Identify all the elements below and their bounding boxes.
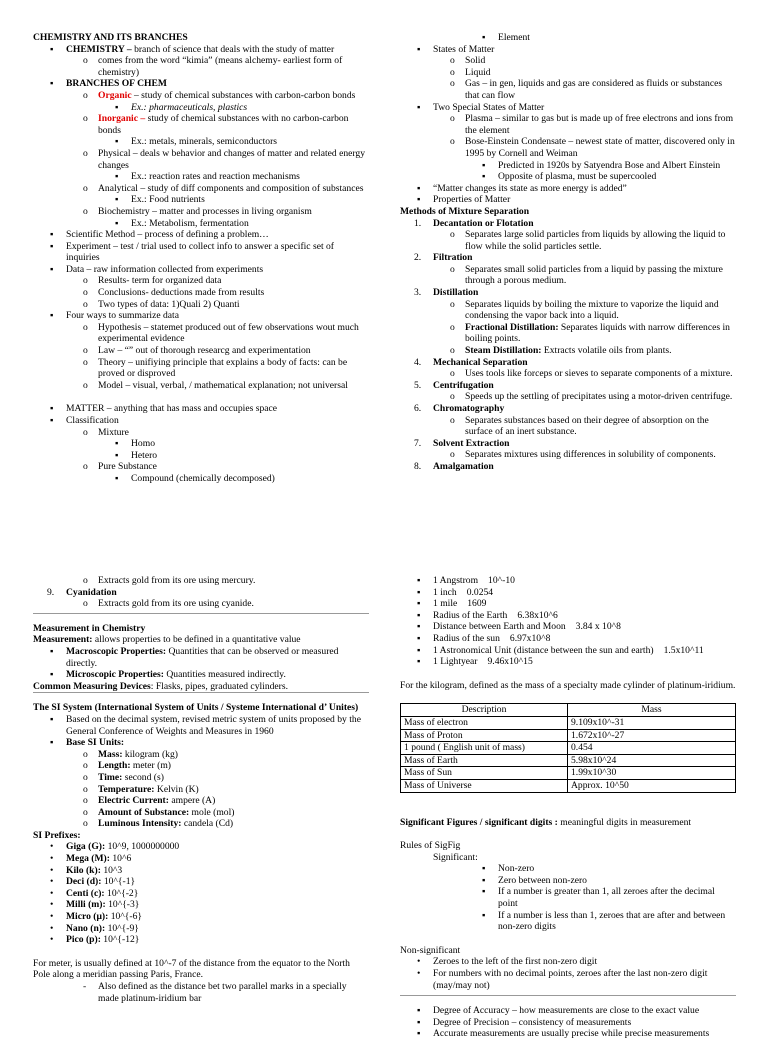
list-item: [33, 772, 369, 784]
length-value: 1.5x10^11: [663, 644, 704, 656]
prefix-list: [33, 841, 369, 945]
item-number: 8.: [414, 460, 422, 472]
list-item: [33, 795, 369, 807]
paragraph: For meter, is usually defined at 10^-7 of the distance from the equator to the North Pole along a meridian passing Paris, France.: [33, 957, 350, 981]
definition: Kelvin (K): [154, 783, 199, 795]
term: Decantation or Flotation: [433, 217, 534, 229]
list-item: o Separates liquids by boiling the mixture to vaporize the liquid and condensing the vapor back into a liquid.: [400, 299, 736, 322]
divider: [33, 613, 369, 614]
base-units-list: [33, 749, 369, 830]
term: Base SI Units:: [66, 737, 125, 749]
list-item: [400, 438, 736, 450]
definition: candela (Cd): [181, 818, 234, 830]
definition: second (s): [122, 771, 164, 783]
table-cell: Approx. 10^50: [568, 779, 736, 792]
section-title: CHEMISTRY AND ITS BRANCHES: [33, 32, 188, 43]
list-item: o Solid: [400, 55, 736, 67]
list-item: [400, 461, 736, 473]
list-item: o Hypothesis – statemet produced out of few observations wout much experimental evidence: [33, 322, 369, 345]
table-cell: 1.672x10^-27: [568, 729, 736, 742]
section-title: Measurement in Chemistry: [33, 622, 146, 634]
item-number: 2.: [414, 252, 422, 264]
list-item: ▪ Degree of Accuracy – how measurements are close to the exact value: [400, 1005, 736, 1017]
length-label: Radius of the Earth: [433, 609, 508, 621]
term: Solvent Extraction: [433, 437, 510, 449]
list-item: ▪ Based on the decimal system, revised metric system of units proposed by the General Conference of Weights and Measures in 1960: [33, 714, 369, 737]
list-item: ▪ Data – raw information collected from experiments: [33, 264, 369, 276]
definition: – study of chemical substances with carbon-carbon bonds: [131, 89, 356, 101]
length-label: Radius of the sun: [433, 632, 500, 644]
list-item: o Separates mixtures using differences in solubility of components.: [400, 449, 736, 461]
term: Inorganic –: [98, 113, 146, 125]
list-item: [33, 934, 369, 946]
table-cell: Mass of Proton: [401, 729, 568, 742]
list-item: • For numbers with no decimal points, zeroes after the last non-zero digit (may/may not): [400, 968, 736, 991]
list-item: [400, 322, 736, 345]
list-item: [400, 633, 736, 645]
table-row: [401, 742, 736, 755]
list-item: [33, 899, 369, 911]
term: Length:: [98, 760, 131, 772]
list-item: o Gas – in gen, liquids and gas are considered as fluids or substances that can flow: [400, 78, 736, 101]
table-cell: Mass of electron: [401, 716, 568, 729]
list-item: [33, 853, 369, 865]
list-item: ▪ Properties of Matter: [400, 194, 736, 206]
list-item: [400, 403, 736, 415]
list-item: o Pure Substance: [33, 461, 369, 473]
definition: 10^{-9}: [105, 922, 139, 934]
paragraph: Non-significant: [400, 944, 461, 956]
list-item: o Two types of data: 1)Quali 2) Quanti: [33, 299, 369, 311]
list-item: [33, 113, 369, 136]
table-row: [401, 716, 736, 729]
term: Filtration: [433, 252, 473, 264]
table-row: [401, 767, 736, 780]
page2-right-column: [400, 575, 736, 1040]
list-item: o Results- term for organized data: [33, 275, 369, 287]
list-item: [400, 252, 736, 264]
definition: 10^6: [109, 853, 132, 865]
list-item: [33, 818, 369, 830]
term: Cyanidation: [66, 586, 117, 598]
table-row: [401, 754, 736, 767]
list-item: [33, 90, 369, 102]
definition: Quantities that can be observed or measured directly.: [66, 645, 339, 669]
term: Centi (c):: [66, 887, 105, 899]
term: Chromatography: [433, 403, 505, 414]
list-item: o Separates small solid particles from a liquid by passing the mixture through a porous medium.: [400, 264, 736, 287]
list-item: ▪ Predicted in 1920s by Satyendra Bose and Albert Einstein: [400, 160, 736, 172]
term: Steam Distillation:: [465, 345, 542, 357]
length-value: 6.38x10^6: [517, 609, 558, 621]
list-item: o Conclusions- deductions made from results: [33, 287, 369, 299]
table-cell: 1.99x10^30: [568, 767, 736, 780]
list-item: ▪ Ex.: Metabolism, fermentation: [33, 218, 369, 230]
list-item: [33, 587, 369, 599]
table-header: Mass: [568, 704, 736, 717]
list-item: [33, 737, 369, 749]
page1-right-column: [400, 32, 736, 473]
definition: 10^{-3}: [105, 899, 140, 911]
table-row: [401, 779, 736, 792]
length-value: 10^-10: [488, 575, 515, 586]
list-item: [400, 621, 736, 633]
section-title: Methods of Mixture Separation: [400, 205, 530, 217]
length-label: 1 mile: [433, 598, 458, 610]
table-cell: 5.98x10^24: [568, 754, 736, 767]
list-item: [400, 610, 736, 622]
term: Temperature:: [98, 783, 155, 795]
list-item: o comes from the word “kimia” (means alchemy- earliest form of chemistry): [33, 55, 369, 78]
definition: Separates liquids with narrow differences in boiling points.: [465, 321, 730, 345]
table-cell: 9.109x10^-31: [568, 716, 736, 729]
list-item: o Mixture: [33, 427, 369, 439]
list-item: o Theory – unifiying principle that explains a body of facts: can be proved or disproved: [33, 357, 369, 380]
item-number: 1.: [414, 217, 422, 229]
table-header: Description: [401, 704, 568, 717]
list-item: ▪ States of Matter: [400, 44, 736, 56]
list-item: o Plasma – similar to gas but is made up of free electrons and ions from the element: [400, 113, 736, 136]
list-item: [33, 749, 369, 761]
item-number: 4.: [414, 356, 422, 368]
list-item: ▪ Four ways to summarize data: [33, 310, 369, 322]
list-item: ▪ Scientific Method – process of defining a problem…: [33, 229, 369, 241]
term: BRANCHES OF CHEM: [66, 78, 167, 90]
item-number: 5.: [414, 379, 422, 391]
term: Amalgamation: [433, 460, 494, 472]
length-value: 9.46x10^15: [487, 656, 533, 668]
list-item: ▪ Opposite of plasma, must be supercooled: [400, 171, 736, 183]
list-item: [400, 575, 736, 587]
list-item: [33, 923, 369, 935]
list-item: - Also defined as the distance bet two parallel marks in a specially made platinum-iridium bar: [33, 981, 369, 1004]
list-item: [33, 888, 369, 900]
list-item: o Uses tools like forceps or sieves to separate components of a mixture.: [400, 368, 736, 380]
list-item: o Extracts gold from its ore using mercury.: [33, 575, 369, 587]
term: Luminous Intensity:: [98, 818, 182, 830]
list-item: [33, 876, 369, 888]
example: Ex.: pharmaceuticals, plastics: [131, 101, 248, 113]
list-item: [400, 380, 736, 392]
list-item: o Law – “” out of thorough researcg and experimentation: [33, 345, 369, 357]
non-significant-list: [400, 956, 736, 991]
list-item: o Extracts gold from its ore using cyanide.: [33, 598, 369, 610]
term: Distillation: [433, 287, 479, 299]
list-item: ▪ MATTER – anything that has mass and occupies space: [33, 403, 369, 415]
length-value: 0.0254: [466, 586, 494, 598]
list-item: ▪ Element: [400, 32, 736, 44]
list-item: ▪ Hetero: [33, 450, 369, 462]
definition: branch of science that deals with the study of matter: [131, 43, 335, 55]
list-item: ▪ Ex.: reaction rates and reaction mechanisms: [33, 171, 369, 183]
paragraph: [33, 634, 369, 646]
list-item: ▪ Non-zero: [400, 863, 736, 875]
term: Microscopic Properties:: [66, 669, 164, 681]
divider: [400, 995, 736, 996]
paragraph: Significant:: [433, 851, 478, 863]
list-item: o Separates substances based on their degree of absorption on the surface of an inert substance.: [400, 415, 736, 438]
section-title: SI Prefixes:: [33, 829, 81, 841]
list-item: ▪ If a number is greater than 1, all zeroes after the decimal point: [400, 886, 736, 909]
list-item: o Speeds up the settling of precipitates using a motor-driven centrifuge.: [400, 391, 736, 403]
list-item: [33, 807, 369, 819]
list-item: [33, 102, 369, 114]
length-value: 3.84 x 10^8: [575, 621, 621, 633]
paragraph: Rules of SigFig: [400, 840, 461, 852]
list-item: [33, 669, 369, 681]
term: Measurement:: [33, 634, 93, 646]
definition: ampere (A): [168, 795, 216, 807]
list-item: [400, 598, 736, 610]
length-label: 1 Angstrom: [433, 575, 479, 586]
list-item: o Physical – deals w behavior and changes of matter and related energy changes: [33, 148, 369, 171]
list-item: [400, 287, 736, 299]
paragraph: For the kilogram, defined as the mass of a specialty made cylinder of platinum-iridium.: [400, 679, 736, 691]
length-value: 6.97x10^8: [509, 632, 551, 644]
item-number: 7.: [414, 437, 422, 449]
definition: meaningful digits in measurement: [557, 816, 692, 828]
table-cell: 1 pound ( English unit of mass): [401, 742, 568, 755]
list-item: [33, 760, 369, 772]
length-label: 1 inch: [433, 586, 457, 598]
list-item: o Analytical – study of diff components and composition of substances: [33, 183, 369, 195]
list-item: ▪ Ex.: Food nutrients: [33, 194, 369, 206]
page1-left-column: [33, 32, 369, 485]
definition: Extracts volatile oils from plants.: [541, 345, 672, 357]
definition: 10^{-12}: [100, 934, 140, 946]
length-label: 1 Astronomical Unit (distance between the sun and earth): [433, 644, 654, 656]
list-item: ▪ Homo: [33, 438, 369, 450]
definition: 10^3: [100, 864, 123, 876]
item-number: 6.: [414, 403, 422, 414]
list-item: ▪ Two Special States of Matter: [400, 102, 736, 114]
definition: 10^{-6}: [108, 911, 142, 923]
term: Fractional Distillation:: [465, 321, 559, 333]
list-item: ▪ Classification: [33, 415, 369, 427]
table-cell: Mass of Universe: [401, 779, 568, 792]
list-item: o Biochemistry – matter and processes in living organism: [33, 206, 369, 218]
list-item: o Liquid: [400, 67, 736, 79]
length-label: 1 Lightyear: [433, 656, 478, 668]
list-item: [33, 78, 369, 90]
term: Milli (m):: [66, 899, 106, 911]
list-item: ▪ Ex.: metals, minerals, semiconductors: [33, 136, 369, 148]
list-item: • Zeroes to the left of the first non-zero digit: [400, 956, 736, 968]
definition: allows properties to be defined in a quantitative value: [92, 634, 301, 646]
list-item: [33, 646, 369, 669]
list-item: o Separates large solid particles from liquids by allowing the liquid to flow while the solid particles settle.: [400, 229, 736, 252]
definition: 10^{-2}: [104, 887, 139, 899]
list-item: [33, 784, 369, 796]
term: Common Measuring Devices: [33, 680, 151, 692]
list-item: [33, 911, 369, 923]
term: Nano (n):: [66, 922, 106, 934]
length-list: [400, 575, 736, 668]
term: Micro (μ):: [66, 911, 109, 923]
term: Mega (M):: [66, 853, 110, 865]
table-row: [401, 729, 736, 742]
definition: meter (m): [130, 760, 172, 772]
list-item: ▪ Accurate measurements are usually precise while precise measurements: [400, 1028, 736, 1040]
list-item: [400, 218, 736, 230]
section-title: The SI System (International System of Units / Systeme International d’ Unites): [33, 702, 359, 714]
list-item: [33, 841, 369, 853]
list-item: [400, 345, 736, 357]
list-item: [400, 656, 736, 668]
term: Deci (d):: [66, 876, 102, 888]
definition: 10^9, 1000000000: [105, 841, 180, 853]
list-item: o Model – visual, verbal, / mathematical explanation; not universal: [33, 380, 369, 392]
term: Time:: [98, 771, 123, 783]
table-cell: Mass of Earth: [401, 754, 568, 767]
item-number: 9.: [47, 586, 55, 598]
definition: study of chemical substances with no carbon-carbon bonds: [98, 113, 349, 136]
term: Giga (G):: [66, 841, 106, 853]
divider: [33, 692, 369, 693]
table-cell: 0.454: [568, 742, 736, 755]
list-item: [33, 44, 369, 56]
paragraph: [400, 817, 736, 829]
term: Mechanical Separation: [433, 356, 528, 368]
term: Pico (p):: [66, 934, 101, 946]
term: Amount of Substance:: [98, 806, 190, 818]
term: CHEMISTRY –: [66, 43, 132, 55]
mass-table: [400, 703, 736, 792]
list-item: [400, 645, 736, 657]
term: Organic: [98, 89, 132, 101]
table-cell: Mass of Sun: [401, 767, 568, 780]
list-item: ▪ If a number is less than 1, zeroes that are after and between non-zero digits: [400, 910, 736, 933]
definition: kilogram (kg): [122, 748, 178, 760]
list-item: ▪ Experiment – test / trial used to collect info to answer a specific set of inquiries: [33, 241, 369, 264]
list-item: ▪ Zero between non-zero: [400, 875, 736, 887]
term: Centrifugation: [433, 379, 494, 391]
list-item: [33, 865, 369, 877]
paragraph: [33, 681, 369, 693]
significant-list: [400, 863, 736, 933]
term: Macroscopic Properties:: [66, 645, 167, 657]
length-value: 1609: [467, 598, 487, 610]
page2-left-column: [33, 575, 369, 1004]
list-item: ▪ Degree of Precision – consistency of measurements: [400, 1017, 736, 1029]
definition: Quantities measured indirectly.: [163, 669, 286, 681]
definition: 10^{-1}: [101, 876, 136, 888]
list-item: ▪ “Matter changes its state as more energy is added”: [400, 183, 736, 195]
term: Electric Current:: [98, 795, 169, 807]
table-header-row: [401, 704, 736, 717]
definition: : Flasks, pipes, graduated cylinders.: [150, 680, 288, 692]
definition: mole (mol): [189, 806, 235, 818]
item-number: 3.: [414, 287, 422, 299]
term: Kilo (k):: [66, 864, 101, 876]
length-label: Distance between Earth and Moon: [433, 621, 566, 633]
term: Mass:: [98, 748, 123, 760]
term: Significant Figures / significant digits :: [400, 816, 558, 828]
list-item: [400, 587, 736, 599]
list-item: o Bose-Einstein Condensate – newest state of matter, discovered only in 1995 by Cornell and Weiman: [400, 136, 736, 159]
list-item: ▪ Compound (chemically decomposed): [33, 473, 369, 485]
list-item: [400, 357, 736, 369]
